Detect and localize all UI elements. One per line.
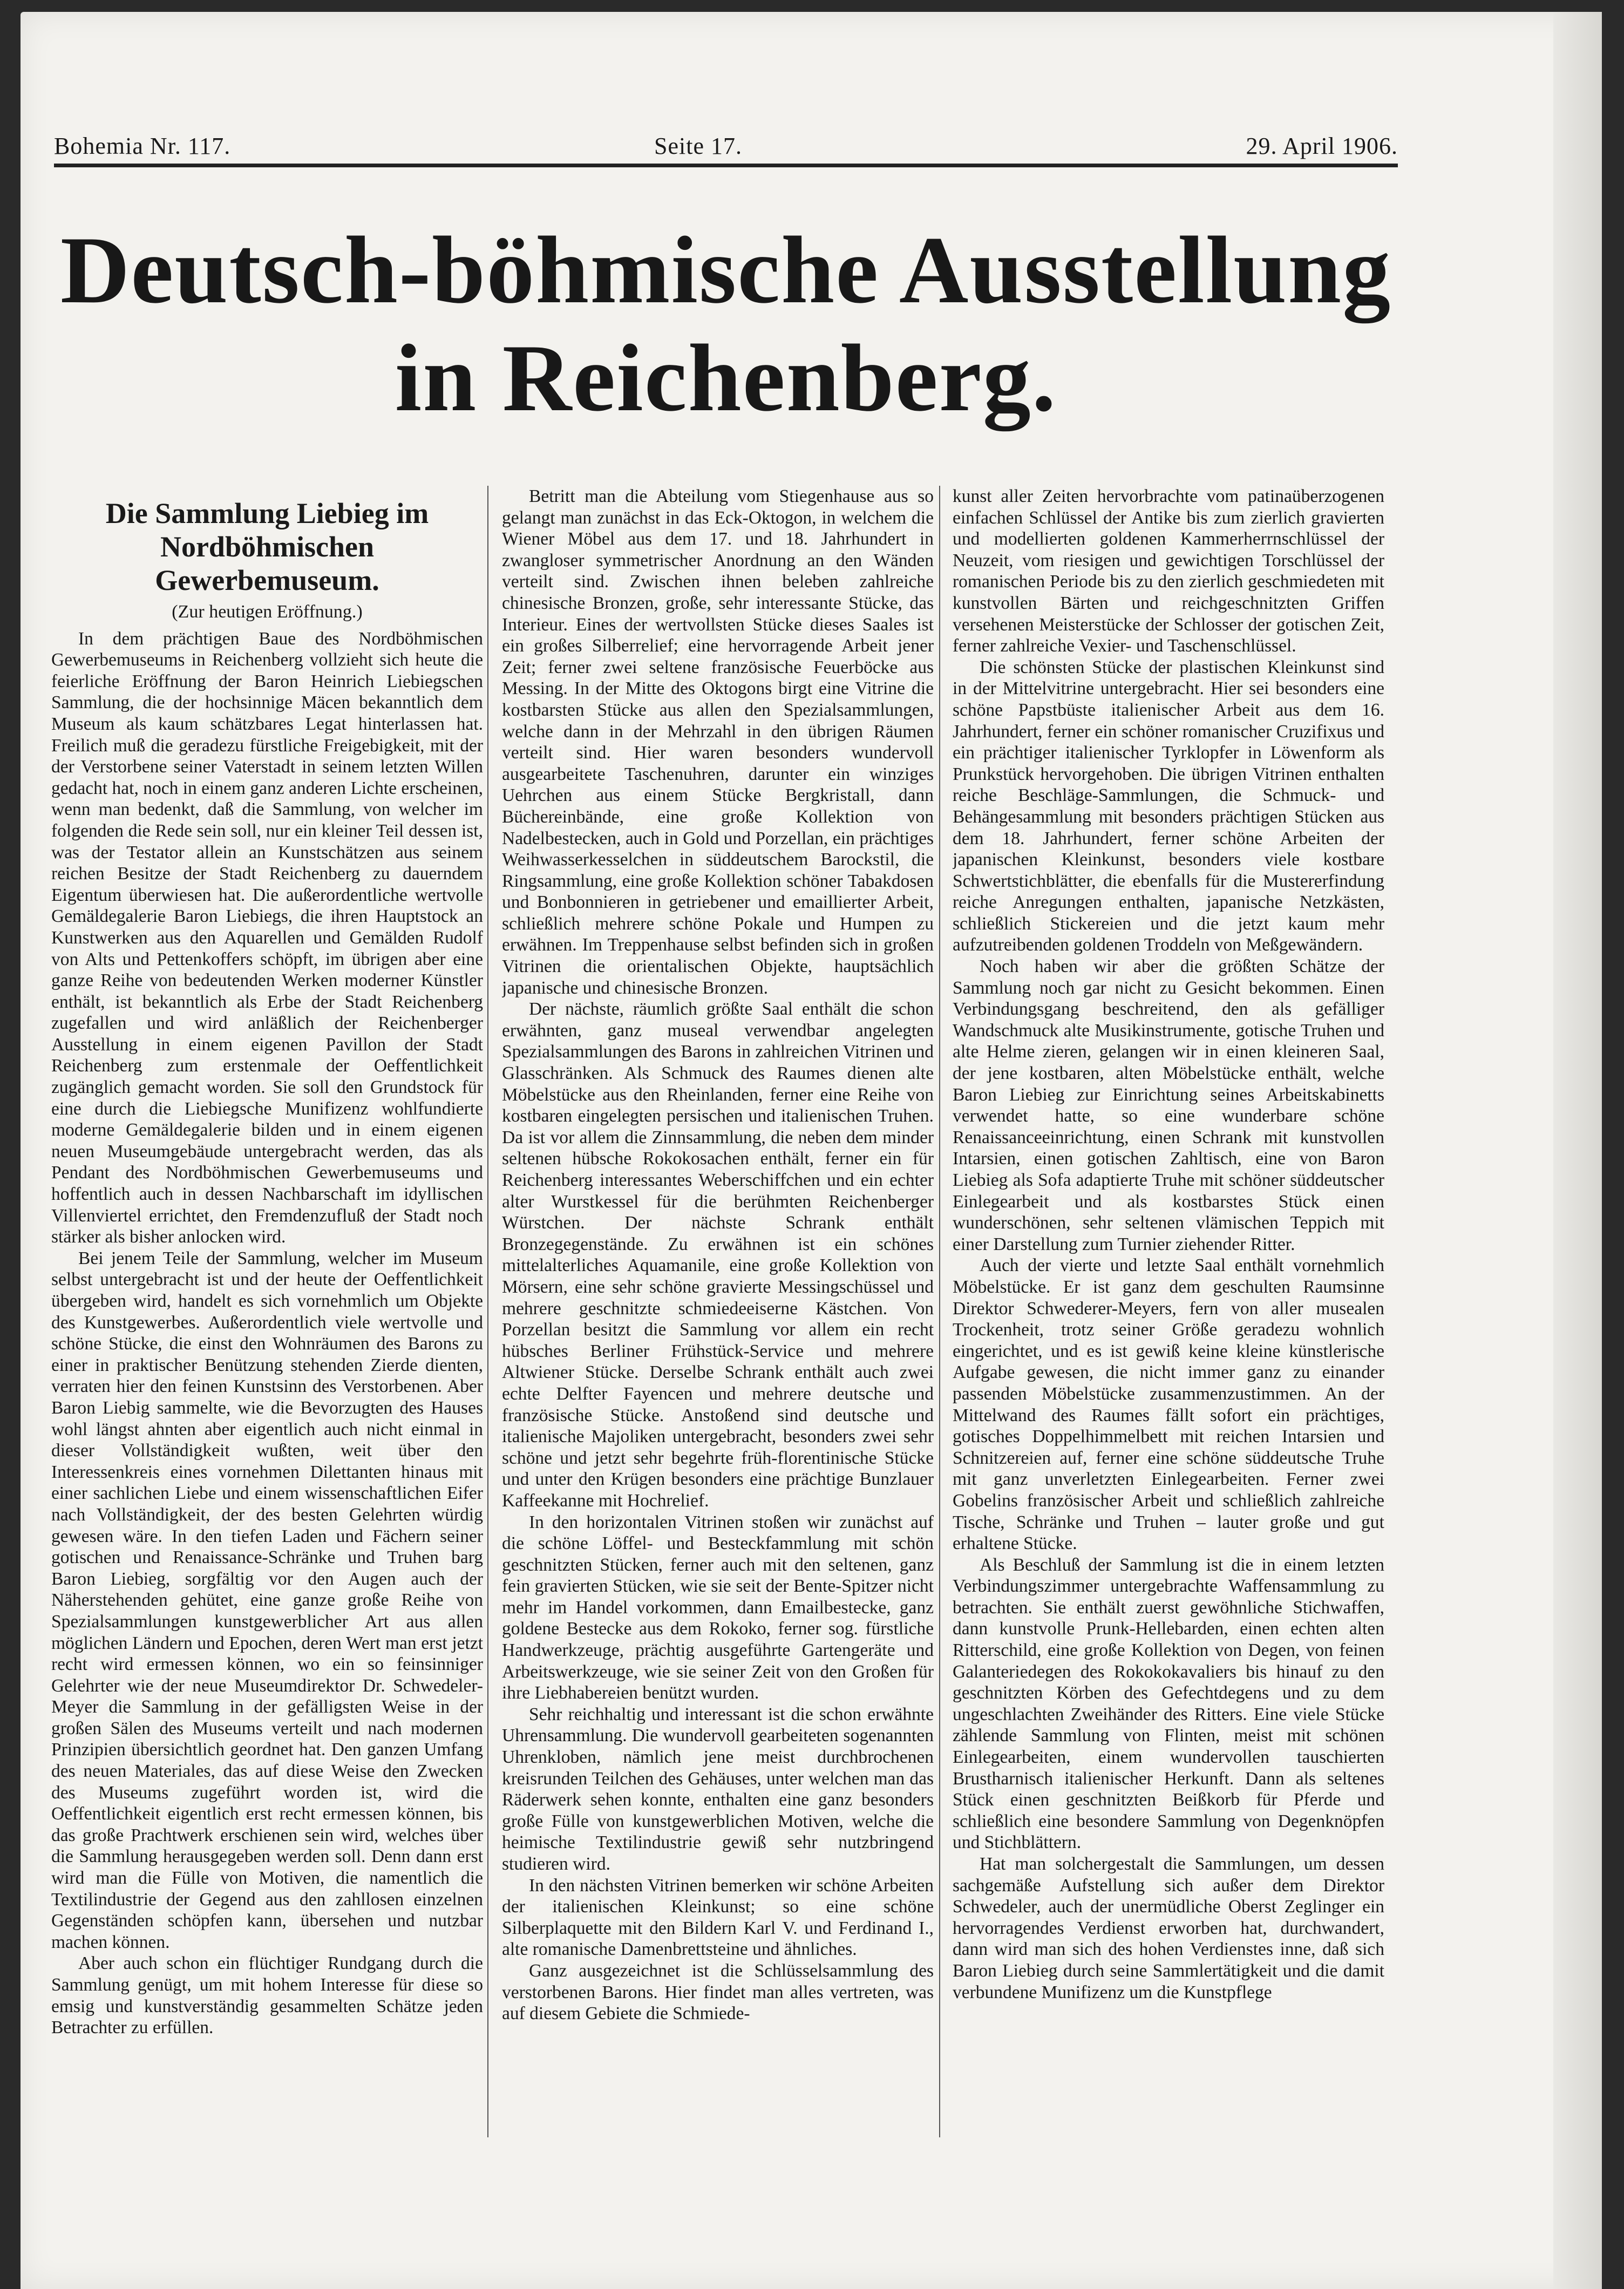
- article-title: Die Sammlung Liebieg im Nordböhmischen Gewerbemuseum.: [105, 497, 429, 596]
- column-2: [502, 486, 934, 2245]
- column-3: [953, 486, 1384, 2245]
- paragraph: Noch haben wir aber die größten Schätze der Sammlung noch gar nicht zu Gesicht bekommen. Einen Verbindungsgang beschreitend, den als gefälliger Wandschmuck alte Musikinstrumente, gotische Truhen und alte Helme zieren, gelangen wir in einen kleineren Saal, der jene kostbaren, alten Möbelstücke enthält, welche Baron Liebieg zur Einrichtung seines Arbeitskabinetts verwendet hatte, so eine wunderbare schöne Renaissanceeinrichtung, einen Schrank mit kunstvollen Intarsien, einen gotischen Zahltisch, eine von Baron Liebieg als Sofa adaptierte Truhe mit schöner süddeutscher Einlegearbeit und als kostbarstes Stück einen wunderschönen, sehr seltenen vlämischen Teppich mit einer Darstellung zum Turnier ziehender Ritter.: [953, 956, 1384, 1254]
- headline: [54, 216, 1398, 432]
- paragraph: Bei jenem Teile der Sammlung, welcher im Museum selbst untergebracht ist und der heute der Oeffentlichkeit übergeben wird, handelt es sich vornehmlich um Objekte des Kunstgewerbes. Außerordentlich viele wertvolle und schöne Stücke, die einst den Wohnräumen des Barons zu einer in praktischer Benützung stehenden Zierde dienten, verraten hier den feinen Kunstsinn des Verstorbenen. Aber Baron Liebig sammelte, wie die Bevorzugten des Hauses wohl längst ahnten aber eigentlich auch nicht einmal in dieser Vollständigkeit wußten, weit über den Interessenkreis eines vornehmen Dilettanten hinaus mit einer sachlichen Liebe und einem wissenschaftlichen Eifer nach Vollständigkeit, der des besten Gelehrten würdig gewesen wäre. In den tiefen Laden und Fächern seiner gotischen und Renaissance-Schränke und Truhen barg Baron Liebieg, sorgfältig vor den Augen auch der Näherstehenden gehütet, eine ganze große Reihe von Spezialsammlungen kunstgewerblicher Art aus allen möglichen Ländern und Epochen, deren Wert man erst jetzt recht wird ermessen können, wo ein so feinsinniger Gelehrter wie der neue Museumdirektor Dr. Schwedeler-Meyer die Sammlung in der gefälligsten Weise in der großen Sälen des Museums verteilt und nach modernen Prinzipien übersichtlich geordnet hat. Den ganzen Umfang des neuen Materiales, das auf diese Weise den Zwecken des Museums zugeführt worden ist, wird die Oeffentlichkeit eigentlich erst recht ermessen können, bis das große Prachtwerk erschienen sein wird, welches über die Sammlung herausgegeben werden soll. Denn dann erst wird man die Fülle von Motiven, die namentlich die Textilindustrie der Gegend aus den zahllosen einzelnen Gegenständen schöpfen kann, übersehen und nutzbar machen können.: [51, 1248, 483, 1952]
- paragraph: In den horizontalen Vitrinen stoßen wir zunächst auf die schöne Löffel- und Besteckfammlung mit schön geschnitzten Stücken, ferner auch mit den seltenen, ganz fein gravierten Stücken, wie sie seit der Bente-Spitzer nicht mehr im Handel vorkommen, dann Emailbestecke, ganz goldene Bestecke aus dem Rokoko, ferner sog. fürstliche Handwerkzeuge, prächtig ausgeführte Gartengeräte und Arbeitswerkzeuge, wie sie seiner Zeit von den Großen für ihre Liebhabereien benützt wurden.: [502, 1512, 934, 1703]
- page-header: [54, 132, 1398, 165]
- paragraph: Ganz ausgezeichnet ist die Schlüsselsammlung des verstorbenen Barons. Hier findet man alles vertreten, was auf diesem Gebiete die Schmiede-: [502, 1960, 934, 2024]
- paragraph: Die schönsten Stücke der plastischen Kleinkunst sind in der Mittelvitrine untergebracht. Hier sei besonders eine schöne Papstbüste italienischer Arbeit aus dem 16. Jahrhundert, ferner ein schöner romanischer Cruzifixus und ein prächtiger italienischer Tyrklopfer in Löwenform als Prunkstück hervorgehoben. Die übrigen Vitrinen enthalten reiche Beschläge-Sammlungen, die Schmuck- und Behängesammlung mit besonders prächtigen Stücken aus dem 18. Jahrhundert, ferner schöne Arbeiten der japanischen Kleinkunst, besonders viele kostbare Schwertstichblätter, die ebenfalls für die Mustererfindung reiche Anregungen enthalten, japanische Netzkästen, schließlich Stickereien und die jetzt kaum mehr aufzutreibenden goldenen Troddeln von Meßgewändern.: [953, 657, 1384, 955]
- paragraph: Sehr reichhaltig und interessant ist die schon erwähnte Uhrensammlung. Die wundervoll gearbeiteten sogenannten Uhrenkloben, nämlich jene meist durchbrochenen kreisrunden Teilchen des Gehäuses, unter welchen man das Räderwerk sehen konnte, enthalten eine ganz besonders große Fülle von kunstgewerblichen Motiven, welche die heimische Textilindustrie gewiß sehr nutzbringend studieren wird.: [502, 1704, 934, 1874]
- paragraph: In den nächsten Vitrinen bemerken wir schöne Arbeiten der italienischen Kleinkunst; so eine schöne Silberplaquette mit den Bildern Karl V. und Ferdinand I., alte romanische Damenbrettsteine und ähnliches.: [502, 1875, 934, 1960]
- column-rule-2: [939, 486, 940, 2137]
- column-1: [51, 486, 483, 2245]
- paragraph: Aber auch schon ein flüchtiger Rundgang durch die Sammlung genügt, um mit hohem Interesse für diese so emsig und kunstverständig gesammelten Schätze jeden Betrachter zu erfüllen.: [51, 1953, 483, 2038]
- paragraph: Auch der vierte und letzte Saal enthält vornehmlich Möbelstücke. Er ist ganz dem geschulten Raumsinne Direktor Schwederer-Meyers, fern von aller musealen Trockenheit, trotz seiner Größe geradezu wohnlich eingerichtet, und es ist gewiß keine kleine künstlerische Aufgabe gewesen, die nicht immer ganz zu einander passenden Möbelstücke zusammenzustimmen. An der Mittelwand des Raumes fällt sofort ein prächtiges, gotisches Doppelhimmelbett mit reichen Intarsien und Schnitzereien auf, ferner eine schöne süddeutsche Truhe mit ganz unverletzten Einlegearbeiten. Ferner zwei Gobelins französischer Arbeit und schließlich zahlreiche Tische, Schränke und Truhen – lauter große und gut erhaltene Stücke.: [953, 1255, 1384, 1554]
- headline-line-1: Deutsch-böhmische Ausstellung: [60, 216, 1392, 323]
- paragraph: Betritt man die Abteilung vom Stiegenhause aus so gelangt man zunächst in das Eck-Oktogon, in welchem die Wiener Möbel aus dem 17. und 18. Jahrhundert in zwangloser symmetrischer Anordnung an den Wänden verteilt sind. Zwischen ihnen beleben zahlreiche chinesische Bronzen, große, sehr interessante Stücke, das Interieur. Eines der wertvollsten Stücke dieses Saales ist ein großes Silberrelief; eine hervorragende Arbeit jener Zeit; ferner zwei seltene französische Feuerböcke aus Messing. In der Mitte des Oktogons birgt eine Vitrine die kostbarsten Stücke aus allen den Spezialsammlungen, welche dann in der Mehrzahl in den übrigen Räumen verteilt sind. Hier waren besonders wundervoll ausgearbeitete Taschenuhren, darunter ein winziges Uehrchen aus einem Stücke Bergkristall, dann Büchereinbände, eine große Kollektion von Nadelbestecken, auch in Gold und Porzellan, ein prächtiges Weihwasserkesselchen in süddeutschem Barockstil, die Ringsammlung, eine große Kollektion schöner Tabakdosen und Bonbonnieren in getriebener und emaillierter Arbeit, schließlich mehrere schöne Pokale und Humpen zu erwähnen. Im Treppenhause selbst befinden sich in großen Vitrinen die orientalischen Objekte, hauptsächlich japanische und chinesische Bronzen.: [502, 486, 934, 998]
- headline-line-2: in Reichenberg.: [395, 324, 1057, 431]
- paragraph: Der nächste, räumlich größte Saal enthält die schon erwähnten, ganz museal verwendbar angelegten Spezialsammlungen des Barons in zahlreichen Vitrinen und Glasschränken. Als Schmuck des Raumes dienen alte Möbelstücke aus den Rheinlanden, ferner eine Reihe von kostbaren eingelegten persischen und italienischen Truhen. Da ist vor allem die Zinnsammlung, die neben dem minder seltenen hübsche Rokokosachen enthält, ferner ein für Reichenberg interessantes Weberschiffchen und ein echter alter Wurstkessel für die berühmten Reichenberger Würstchen. Der nächste Schrank enthält Bronzegegenstände. Zu erwähnen ist ein schönes mittelalterliches Aquamanile, eine große Kollektion von Mörsern, eine sehr schöne gravierte Messingschüssel und mehrere geschnitzte schmiedeeiserne Kästchen. Von Porzellan besitzt die Sammlung vor allem ein recht hübsches Berliner Frühstück-Service und mehrere Altwiener Stücke. Derselbe Schrank enthält auch zwei echte Delfter Fayencen und mehrere deutsche und französische Stücke. Anstoßend sind deutsche und italienische Majoliken untergebracht, besonders zwei sehr schöne und jetzt sehr begehrte früh-florentinische Stücke und unter den Krügen besonders eine prächtige Bunzlauer Kaffeekanne mit Hochrelief.: [502, 999, 934, 1511]
- paragraph: Hat man solchergestalt die Sammlungen, um dessen sachgemäße Aufstellung sich außer dem Direktor Schwedeler, auch der unermüdliche Oberst Zeglinger ein hervorragendes Verdienst erworben hat, durchwandert, dann wird man sich des hohen Verdienstes inne, daß sich Baron Liebieg durch seine Sammlertätigkeit und die damit verbundene Munifizenz um die Kunstpflege: [953, 1854, 1384, 2002]
- page-number: Seite 17.: [654, 133, 742, 159]
- paragraph: Als Beschluß der Sammlung ist die in einem letzten Verbindungszimmer untergebrachte Waffensammlung zu betrachten. Sie enthält zuerst gewöhnliche Stichwaffen, dann kunstvolle Prunk-Hellebarden, einen echten alten Ritterschild, eine große Kollektion von Degen, von feinen Galanteriedegen des Rokokokavaliers bis hinauf zu den geschnitzten Körben des Gefechtdegens und zu dem ungeschlachten Zweihänder des Ritters. Eine viele Stücke zählende Sammlung von Flinten, meist mit schönen Einlegearbeiten, einem wundervollen tauschierten Brustharnisch italienischer Herkunft. Dann als seltenes Stück einen geschnitzten Beißkorb für Pferde und schließlich eine besondere Sammlung von Degenknöpfen und Stichblättern.: [953, 1554, 1384, 1853]
- header-rule: [54, 164, 1398, 167]
- page-edge: [1553, 12, 1602, 2289]
- article-subtitle: (Zur heutigen Eröffnung.): [172, 602, 363, 622]
- issue-number: Bohemia Nr. 117.: [54, 133, 231, 159]
- paragraph: In dem prächtigen Baue des Nordböhmischen Gewerbemuseums in Reichenberg vollzieht sich heute die feierliche Eröffnung der Baron Heinrich Liebiegschen Sammlung, die der hochsinnige Mäcen bekanntlich dem Museum als kaum schätzbares Legat hinterlassen hat. Freilich muß die geradezu fürstliche Freigebigkeit, mit der der Verstorbene seiner Vaterstadt in seinem letzten Willen gedacht hat, noch in einem ganz anderen Lichte erscheinen, wenn man bedenkt, daß die Sammlung, von welcher im folgenden die Rede sein soll, nur ein kleiner Teil dessen ist, was der Testator allein an Kunstschätzen aus seinem reichen Besitze der Stadt Reichenberg zu dauerndem Eigentum überwiesen hat. Die außerordentliche wertvolle Gemäldegalerie Baron Liebiegs, die ihren Hauptstock an Kunstwerken aus den Aquarellen und Gemälden Rudolf von Alts und Pettenkoffers schöpft, im übrigen aber eine ganze Reihe von bedeutenden Werken moderner Künstler enthält, ist bekanntlich als Erbe der Stadt Reichenberg zugefallen und wird anläßlich der Reichenberger Ausstellung in einem eigenen Pavillon der Stadt Reichenberg zum erstenmale der Oeffentlichkeit zugänglich gemacht worden. Sie soll den Grundstock für eine durch die Liebiegsche Munifizenz wohlfundierte moderne Gemäldegalerie bilden und in einem eigenen neuen Museumgebäude untergebracht werden, das als Pendant des Nordböhmischen Gewerbemuseums und hoffentlich auch in dessen Nachbarschaft im idyllischen Villenviertel errichtet, den Fremdenzufluß der Stadt noch stärker als bisher anlocken wird.: [51, 628, 483, 1247]
- paragraph: kunst aller Zeiten hervorbrachte vom patinaüberzogenen einfachen Schlüssel der Antike bis zum zierlich gravierten und modellierten goldenen Kammerherrnschlüssel der Neuzeit, vom riesigen und gewichtigen Torschlüssel der romanischen Periode bis zu den zierlich geschmiedeten mit kunstvollen Bärten und reichgeschnitzten Griffen versehenen Meisterstücke der Schlosser der gotischen Zeit, ferner zahlreiche Vexier- und Taschenschlüssel.: [953, 486, 1384, 656]
- issue-date: 29. April 1906.: [1246, 133, 1398, 159]
- column-rule-1: [487, 486, 488, 2137]
